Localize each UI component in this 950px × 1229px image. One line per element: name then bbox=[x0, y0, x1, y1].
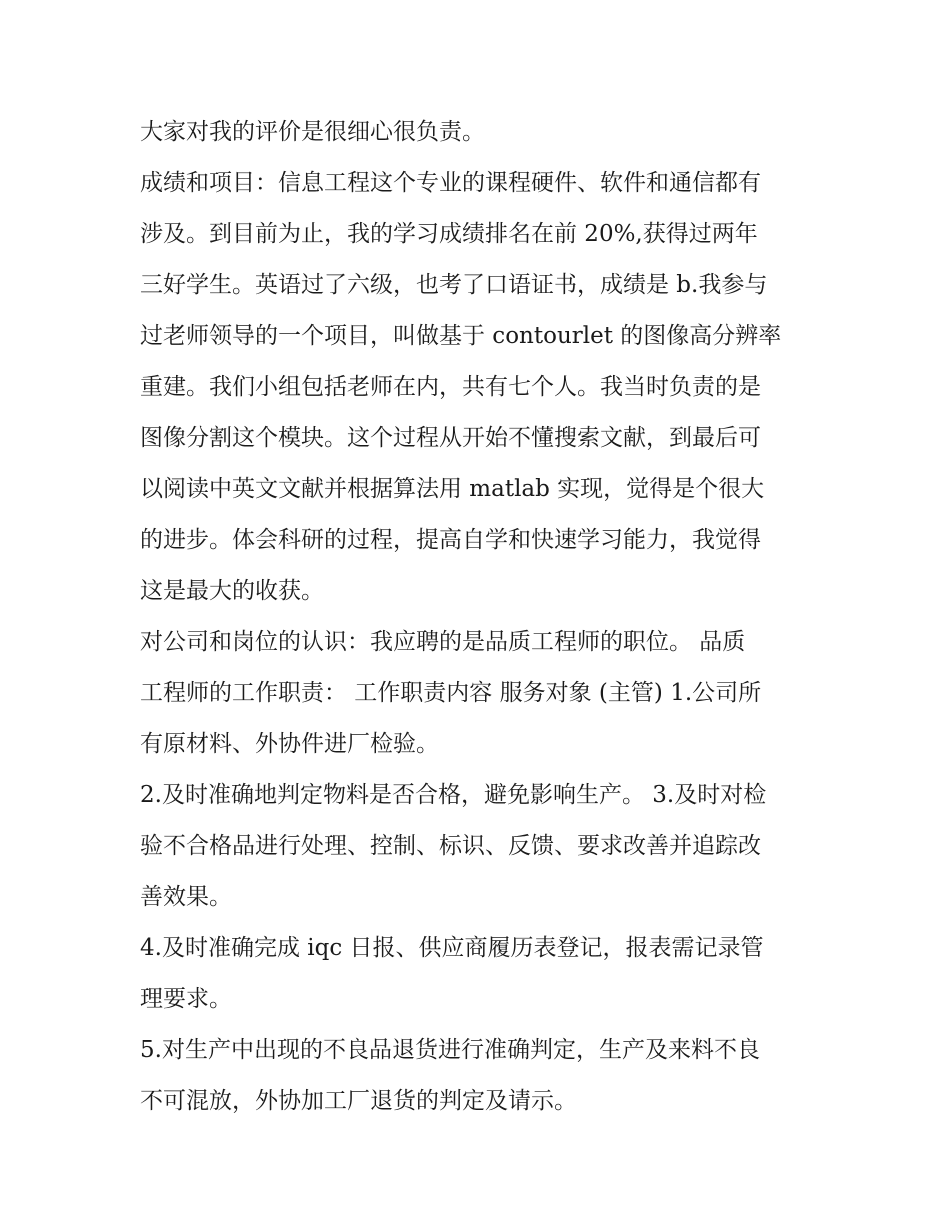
text-line: 2.及时准确地判定物料是否合格，避免影响生产。 3.及时对检 bbox=[140, 782, 767, 808]
text-line: 成绩和项目：信息工程这个专业的课程硬件、软件和通信都有 bbox=[140, 170, 761, 196]
text-line: 善效果。 bbox=[140, 884, 232, 910]
text-line: 验不合格品进行处理、控制、标识、反馈、要求改善并追踪改 bbox=[140, 833, 761, 859]
text-line: 大家对我的评价是很细心很负责。 bbox=[140, 119, 485, 145]
text-line: 有原材料、外协件进厂检验。 bbox=[140, 731, 439, 757]
paragraph-evaluation bbox=[140, 107, 820, 158]
text-line: 涉及。到目前为止，我的学习成绩排名在前 20%,获得过两年 bbox=[140, 221, 758, 247]
document-body bbox=[140, 107, 820, 1127]
paragraph-duty-5 bbox=[140, 1025, 820, 1127]
text-line: 图像分割这个模块。这个过程从开始不懂搜索文献，到最后可 bbox=[140, 425, 761, 451]
text-line: 以阅读中英文文献并根据算法用 matlab 实现，觉得是个很大 bbox=[140, 476, 765, 502]
text-line: 4.及时准确完成 iqc 日报、供应商履历表登记，报表需记录管 bbox=[140, 935, 764, 961]
text-line: 理要求。 bbox=[140, 986, 232, 1012]
text-line: 5.对生产中出现的不良品退货进行准确判定，生产及来料不良 bbox=[140, 1037, 760, 1063]
text-line: 不可混放，外协加工厂退货的判定及请示。 bbox=[140, 1088, 577, 1114]
text-line: 工程师的工作职责： 工作职责内容 服务对象 (主管) 1.公司所 bbox=[140, 680, 762, 706]
text-line: 过老师领导的一个项目，叫做基于 contourlet 的图像高分辨率 bbox=[140, 323, 782, 349]
paragraph-duty-2-3 bbox=[140, 770, 820, 923]
text-line: 三好学生。英语过了六级，也考了口语证书，成绩是 b.我参与 bbox=[140, 272, 768, 298]
text-line: 重建。我们小组包括老师在内，共有七个人。我当时负责的是 bbox=[140, 374, 761, 400]
text-line: 这是最大的收获。 bbox=[140, 578, 324, 604]
paragraph-grades-and-projects bbox=[140, 158, 820, 617]
text-line: 的进步。体会科研的过程，提高自学和快速学习能力，我觉得 bbox=[140, 527, 761, 553]
paragraph-company-and-position bbox=[140, 617, 820, 770]
paragraph-duty-4 bbox=[140, 923, 820, 1025]
text-line: 对公司和岗位的认识：我应聘的是品质工程师的职位。 品质 bbox=[140, 629, 746, 655]
